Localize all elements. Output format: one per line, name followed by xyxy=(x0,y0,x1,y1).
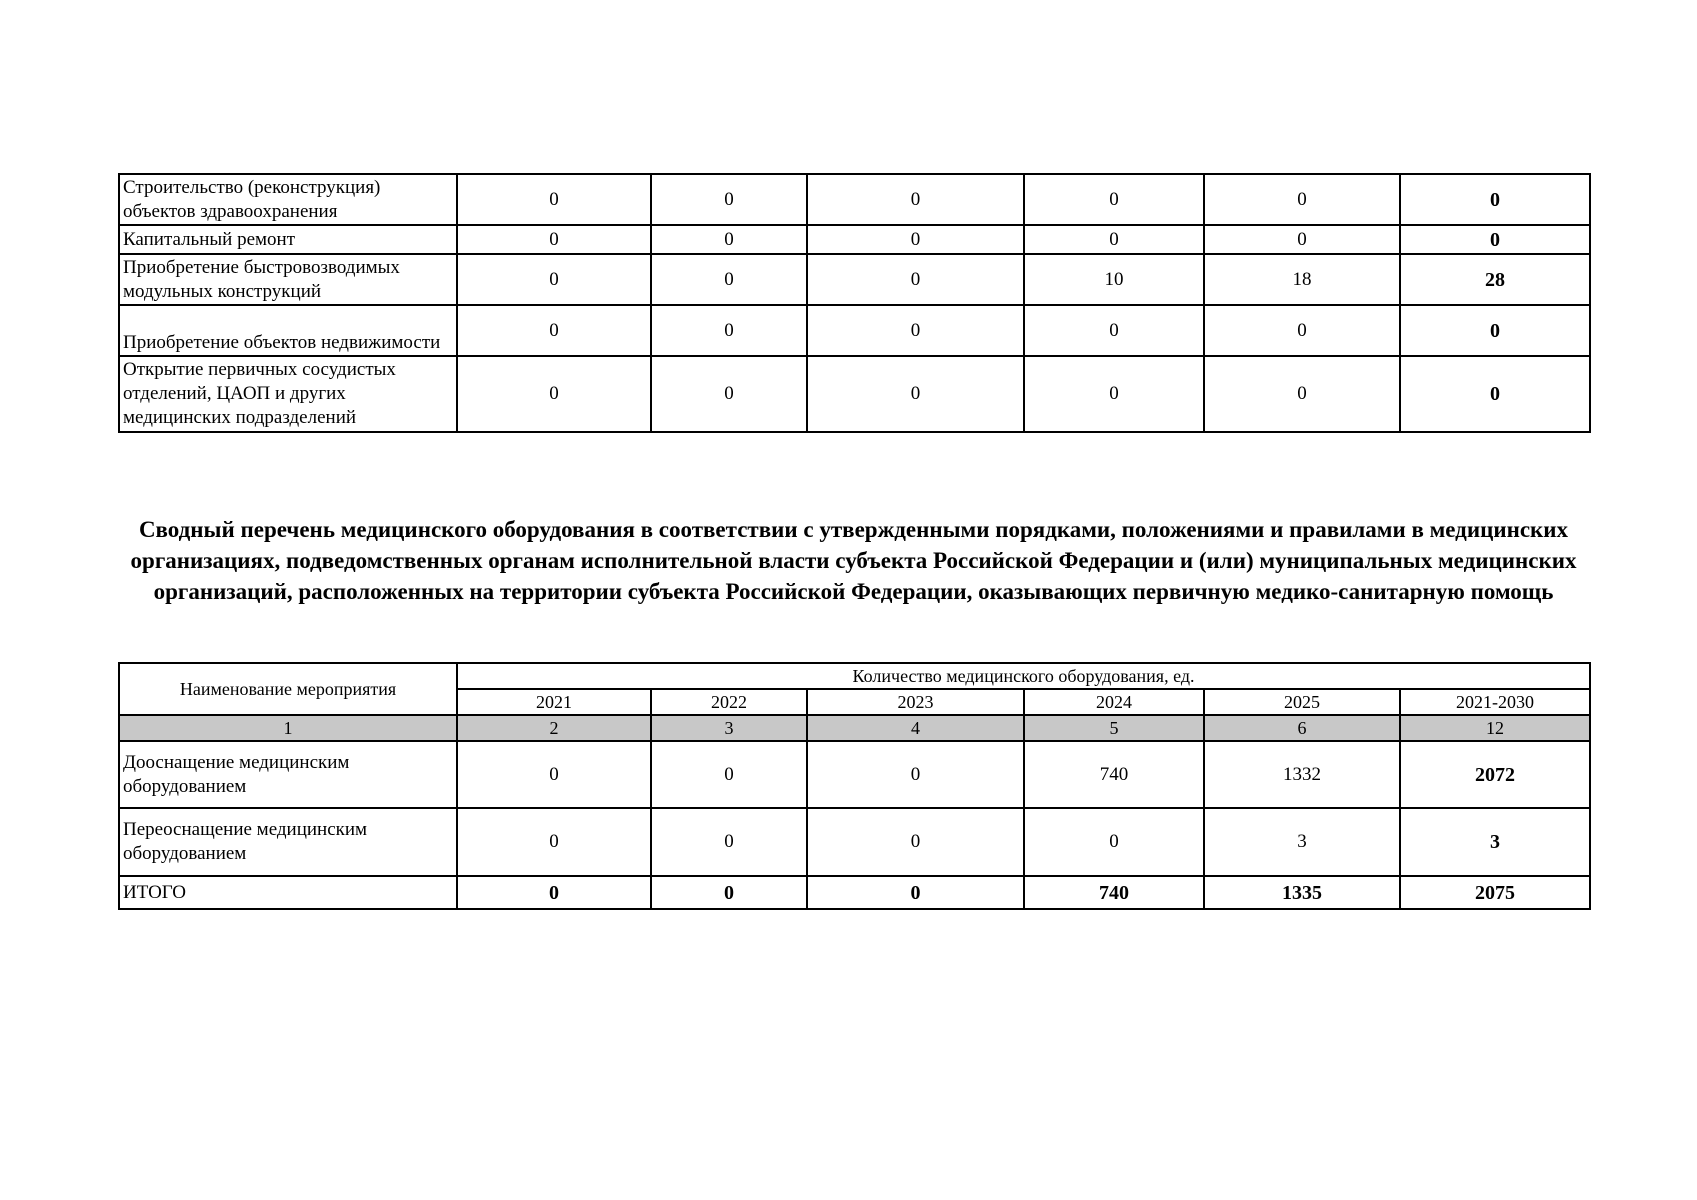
equipment-table xyxy=(118,662,1591,910)
total-label: ИТОГО xyxy=(119,876,457,909)
cell-2023: 0 xyxy=(807,305,1024,356)
total-2023: 0 xyxy=(807,876,1024,909)
cell-2024: 0 xyxy=(1024,174,1204,225)
cell-2021: 0 xyxy=(457,174,651,225)
column-index: 4 xyxy=(807,715,1024,741)
cell-total: 0 xyxy=(1400,356,1590,432)
cell-total: 28 xyxy=(1400,254,1590,305)
cell-2023: 0 xyxy=(807,356,1024,432)
table-row xyxy=(119,305,1590,356)
cell-2025: 0 xyxy=(1204,356,1400,432)
column-index: 5 xyxy=(1024,715,1204,741)
year-header: 2021 xyxy=(457,689,651,715)
year-header: 2025 xyxy=(1204,689,1400,715)
total-2025: 1335 xyxy=(1204,876,1400,909)
cell-total: 0 xyxy=(1400,225,1590,254)
cell-2024: 0 xyxy=(1024,808,1204,876)
cell-2022: 0 xyxy=(651,254,807,305)
cell-2021: 0 xyxy=(457,808,651,876)
cell-2023: 0 xyxy=(807,225,1024,254)
total-2021: 0 xyxy=(457,876,651,909)
cell-2025: 0 xyxy=(1204,174,1400,225)
cell-total: 0 xyxy=(1400,305,1590,356)
year-header: 2022 xyxy=(651,689,807,715)
row-label: Переоснащение медицинским оборудованием xyxy=(119,808,457,876)
section-title: Сводный перечень медицинского оборудования в соответствии с утвержденными порядками, положениями и правилами в медицинских организациях, подведомственных органам исполнительной власти субъекта Российской Федерации и (или) муниципальных медицинских организаций, расположенных на территории субъекта Российской Федерации, оказывающих первичную медико-санитарную помощь xyxy=(130,517,1577,604)
column-index-row xyxy=(119,715,1590,741)
table-row xyxy=(119,741,1590,808)
column-index: 1 xyxy=(119,715,457,741)
row-label: Строительство (реконструкция) объектов здравоохранения xyxy=(119,174,457,225)
cell-total: 0 xyxy=(1400,174,1590,225)
cell-2021: 0 xyxy=(457,254,651,305)
table-row xyxy=(119,356,1590,432)
table-row xyxy=(119,174,1590,225)
cell-2023: 0 xyxy=(807,741,1024,808)
cell-total: 2072 xyxy=(1400,741,1590,808)
cell-total: 3 xyxy=(1400,808,1590,876)
cell-2021: 0 xyxy=(457,225,651,254)
table-header-row xyxy=(119,663,1590,689)
column-index: 3 xyxy=(651,715,807,741)
row-label: Дооснащение медицинским оборудованием xyxy=(119,741,457,808)
column-index: 6 xyxy=(1204,715,1400,741)
cell-2022: 0 xyxy=(651,741,807,808)
cell-2022: 0 xyxy=(651,225,807,254)
row-label: Открытие первичных сосудистых отделений, ЦАОП и других медицинских подразделений xyxy=(119,356,457,432)
cell-2021: 0 xyxy=(457,305,651,356)
table-row xyxy=(119,225,1590,254)
total-2021-2030: 2075 xyxy=(1400,876,1590,909)
cell-2025: 3 xyxy=(1204,808,1400,876)
cell-2023: 0 xyxy=(807,808,1024,876)
infrastructure-table xyxy=(118,173,1591,433)
cell-2025: 18 xyxy=(1204,254,1400,305)
name-column-header: Наименование мероприятия xyxy=(119,663,457,715)
cell-2023: 0 xyxy=(807,254,1024,305)
cell-2024: 740 xyxy=(1024,741,1204,808)
cell-2022: 0 xyxy=(651,356,807,432)
column-index: 12 xyxy=(1400,715,1590,741)
row-label: Приобретение объектов недвижимости xyxy=(119,305,457,356)
cell-2024: 0 xyxy=(1024,225,1204,254)
cell-2024: 10 xyxy=(1024,254,1204,305)
cell-2021: 0 xyxy=(457,356,651,432)
column-index: 2 xyxy=(457,715,651,741)
cell-2021: 0 xyxy=(457,741,651,808)
table-row xyxy=(119,254,1590,305)
row-label: Капитальный ремонт xyxy=(119,225,457,254)
cell-2022: 0 xyxy=(651,305,807,356)
cell-2022: 0 xyxy=(651,808,807,876)
cell-2024: 0 xyxy=(1024,305,1204,356)
total-2022: 0 xyxy=(651,876,807,909)
quantity-group-header: Количество медицинского оборудования, ед. xyxy=(457,663,1590,689)
year-header: 2021-2030 xyxy=(1400,689,1590,715)
cell-2025: 1332 xyxy=(1204,741,1400,808)
cell-2023: 0 xyxy=(807,174,1024,225)
cell-2024: 0 xyxy=(1024,356,1204,432)
year-header: 2023 xyxy=(807,689,1024,715)
table-row xyxy=(119,808,1590,876)
total-2024: 740 xyxy=(1024,876,1204,909)
row-label: Приобретение быстровозводимых модульных конструкций xyxy=(119,254,457,305)
cell-2025: 0 xyxy=(1204,225,1400,254)
total-row xyxy=(119,876,1590,909)
year-header: 2024 xyxy=(1024,689,1204,715)
cell-2022: 0 xyxy=(651,174,807,225)
cell-2025: 0 xyxy=(1204,305,1400,356)
